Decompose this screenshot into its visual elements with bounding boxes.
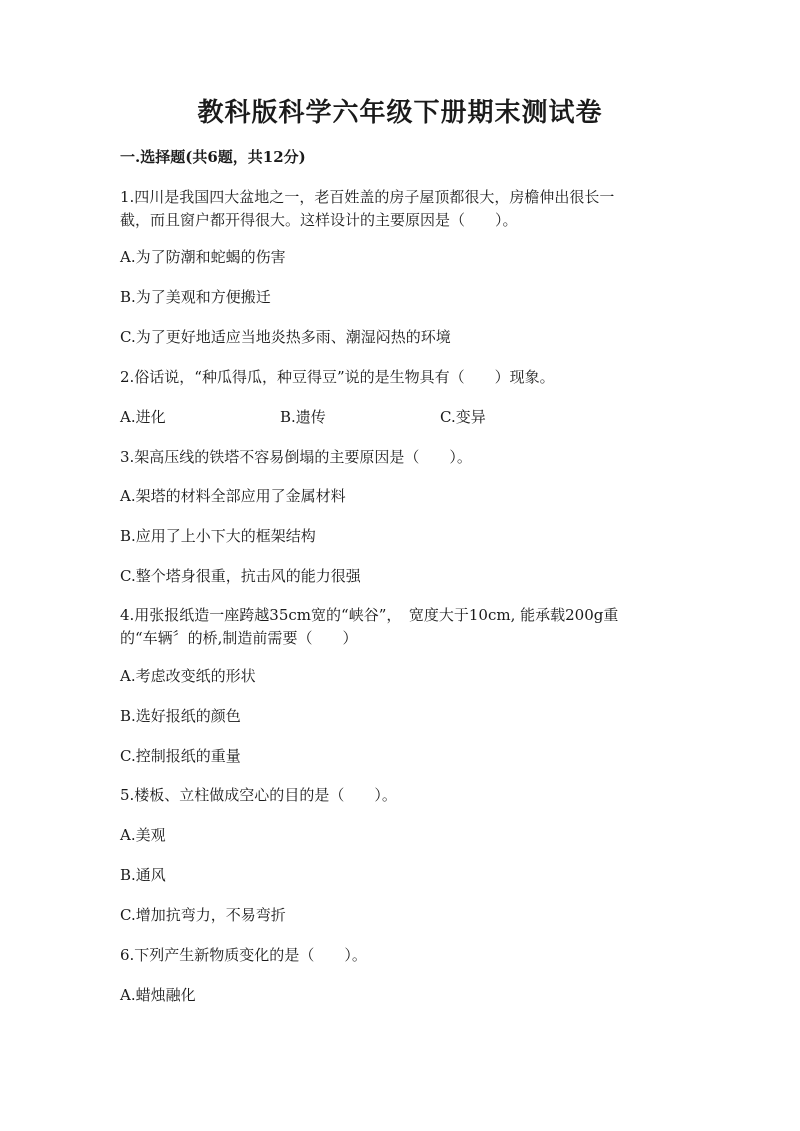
question-5-option-a: A.美观 [120,826,166,844]
question-3-option-a: A.架塔的材料全部应用了金属材料 [120,487,346,505]
question-1-option-b: B.为了美观和方便搬迁 [120,288,271,306]
question-4-option-c: C.控制报纸的重量 [120,747,241,765]
question-6-stem: 6.下列产生新物质变化的是（ ）。 [120,946,367,964]
question-4-option-b: B.选好报纸的颜色 [120,707,241,725]
question-2-option-a: A.进化 [120,408,166,426]
question-5-stem: 5.楼板、立柱做成空心的目的是（ ）。 [120,786,397,804]
question-1-option-a: A.为了防潮和蛇蝎的伤害 [120,248,286,266]
question-1-stem-line-1: 1.四川是我国四大盆地之一，老百姓盖的房子屋顶都很大，房檐伸出很长一 [120,188,615,206]
question-2-stem: 2.俗话说，“种瓜得瓜，种豆得豆”说的是生物具有（ ）现象。 [120,368,555,386]
question-2-options-row [120,406,680,428]
question-2-option-c: C.变异 [440,408,486,426]
question-6-option-a: A.蜡烛融化 [120,986,196,1004]
question-4-stem-line-1: 4.用张报纸造一座跨越35cm宽的“峡谷”， 宽度大于10cm, 能承载200g重 [120,606,619,624]
question-3-option-c: C.整个塔身很重，抗击风的能力很强 [120,567,361,585]
question-4-option-a: A.考虑改变纸的形状 [120,667,256,685]
question-1-stem-line-2: 截，而且窗户都开得很大。这样设计的主要原因是（ ）。 [120,211,518,229]
question-1-option-c: C.为了更好地适应当地炎热多雨、潮湿闷热的环境 [120,328,451,346]
question-2-option-b: B.遗传 [280,408,326,426]
question-5-option-c: C.增加抗弯力，不易弯折 [120,906,286,924]
question-5-option-b: B.通风 [120,866,166,884]
section-heading: 一.选择题(共6题，共12分) [120,148,306,166]
question-3-stem: 3.架高压线的铁塔不容易倒塌的主要原因是（ ）。 [120,448,472,466]
question-3-option-b: B.应用了上小下大的框架结构 [120,527,316,545]
question-4-stem-line-2: 的“车辆〞的桥,制造前需要（ ） [120,629,358,647]
document-title: 教科版科学六年级下册期末测试卷 [197,98,603,128]
